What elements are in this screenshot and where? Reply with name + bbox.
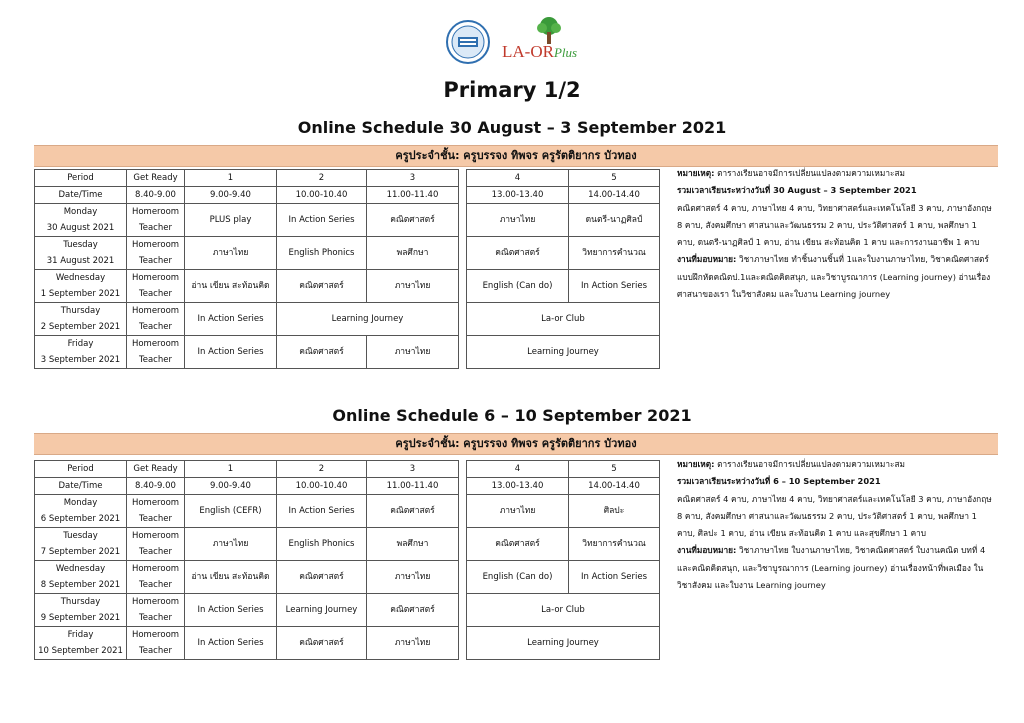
lunch-gap	[459, 461, 467, 478]
class-cell: พลศึกษา	[367, 528, 459, 561]
table-row	[35, 270, 660, 303]
table-row	[35, 594, 660, 627]
class-cell: English (Can do)	[467, 270, 569, 303]
datetime-header: Date/Time	[35, 187, 127, 204]
get-ready-cell: Homeroom Teacher	[127, 336, 185, 369]
class-cell: คณิตศาสตร์	[467, 528, 569, 561]
table-row	[35, 528, 660, 561]
lunch-gap	[459, 170, 467, 187]
get-ready-cell: Homeroom Teacher	[127, 204, 185, 237]
class-cell: คณิตศาสตร์	[277, 336, 367, 369]
class-cell: English Phonics	[277, 528, 367, 561]
remark-text: ตารางเรียนอาจมีการเปลี่ยนแปลงตามความเหมาะสม	[714, 459, 906, 469]
week2-heading: Online Schedule 6 – 10 September 2021	[332, 406, 692, 425]
class-cell: PLUS play	[185, 204, 277, 237]
class-cell: English (Can do)	[467, 561, 569, 594]
week1-schedule-table	[34, 169, 660, 369]
total-text: คณิตศาสตร์ 4 คาบ, ภาษาไทย 4 คาบ, วิทยาศาสตร์และเทคโนโลยี 3 คาบ, ภาษาอังกฤษ 8 คาบ, สังคมศึกษา ศาสนาและวัฒนธรรม 2 คาบ, ประวัติศาสตร์ 1 คาบ, พลศึกษา 1 คาบ, ศิลปะ 1 คาบ, อ่าน เขียน สะท้อนคิด 1 คาบ และสุขศึกษา 1 คาบ	[677, 493, 992, 539]
total-label: รวมเวลาเรียนระหว่างวันที่ 30 August – 3 September 2021	[677, 185, 917, 196]
class-cell: คณิตศาสตร์	[467, 237, 569, 270]
class-cell: In Action Series	[185, 303, 277, 336]
remark-label: หมายเหตุ:	[677, 168, 715, 178]
assign-label: งานที่มอบหมาย:	[677, 254, 737, 265]
time-4: 13.00-13.40	[467, 478, 569, 495]
get-ready-cell: Homeroom Teacher	[127, 528, 185, 561]
lunch-gap	[459, 237, 467, 270]
class-cell: In Action Series	[185, 627, 277, 660]
get-ready-cell: Homeroom Teacher	[127, 495, 185, 528]
class-cell: ภาษาไทย	[367, 336, 459, 369]
datetime-header: Date/Time	[35, 478, 127, 495]
class-cell: คณิตศาสตร์	[277, 270, 367, 303]
table-row	[35, 495, 660, 528]
time-1: 9.00-9.40	[185, 478, 277, 495]
page-title: Primary 1/2	[443, 78, 581, 102]
day-cell: Friday 10 September 2021	[35, 627, 127, 660]
period-4-header: 4	[467, 170, 569, 187]
school-seal-logo	[446, 20, 490, 64]
lunch-gap	[459, 270, 467, 303]
period-5-header: 5	[569, 170, 660, 187]
class-cell: In Action Series	[277, 204, 367, 237]
class-cell: ภาษาไทย	[185, 237, 277, 270]
period-header: Period	[35, 461, 127, 478]
time-ready: 8.40-9.00	[127, 187, 185, 204]
period-1-header: 1	[185, 170, 277, 187]
day-cell: Monday 6 September 2021	[35, 495, 127, 528]
get-ready-cell: Homeroom Teacher	[127, 561, 185, 594]
la-or-plus-logo	[498, 16, 598, 70]
assign-text: วิชาภาษาไทย ทำชิ้นงานชิ้นที่ 1และใบงานภาษาไทย, วิชาคณิตศาสตร์ แบบฝึกหัดคณิตป.1และคณิตคิดสนุก, และวิชาบูรณาการ (Learning journey) อ่านเรื่องศาสนาของเรา ในวิชาสังคม และใบงาน Learning journey	[677, 254, 991, 300]
day-cell: Wednesday 8 September 2021	[35, 561, 127, 594]
class-cell: คณิตศาสตร์	[277, 561, 367, 594]
class-cell: วิทยาการคำนวณ	[569, 528, 660, 561]
table-time-row	[35, 187, 660, 204]
class-cell: คณิตศาสตร์	[367, 594, 459, 627]
class-cell: ดนตรี-นาฏศิลป์	[569, 204, 660, 237]
class-cell: วิทยาการคำนวณ	[569, 237, 660, 270]
table-row	[35, 303, 660, 336]
get-ready-cell: Homeroom Teacher	[127, 594, 185, 627]
week2-notes	[677, 456, 995, 594]
class-cell: ภาษาไทย	[367, 270, 459, 303]
get-ready-header: Get Ready	[127, 461, 185, 478]
table-row	[35, 237, 660, 270]
day-cell: Thursday 2 September 2021	[35, 303, 127, 336]
remark-label: หมายเหตุ:	[677, 459, 715, 469]
get-ready-cell: Homeroom Teacher	[127, 627, 185, 660]
week1-notes	[677, 165, 995, 303]
week1-teacher-bar: ครูประจำชั้น: ครูบรรจง ทิพจร ครูรัตติยากร บัวทอง	[34, 145, 998, 167]
get-ready-header: Get Ready	[127, 170, 185, 187]
period-5-header: 5	[569, 461, 660, 478]
table-time-row	[35, 478, 660, 495]
total-label: รวมเวลาเรียนระหว่างวันที่ 6 – 10 September 2021	[677, 476, 881, 487]
get-ready-cell: Homeroom Teacher	[127, 270, 185, 303]
table-row	[35, 204, 660, 237]
class-cell: English Phonics	[277, 237, 367, 270]
time-1: 9.00-9.40	[185, 187, 277, 204]
period-2-header: 2	[277, 461, 367, 478]
class-cell: Learning Journey	[277, 594, 367, 627]
class-cell: ภาษาไทย	[367, 561, 459, 594]
class-cell: อ่าน เขียน สะท้อนคิด	[185, 270, 277, 303]
class-cell: In Action Series	[569, 270, 660, 303]
day-cell: Monday 30 August 2021	[35, 204, 127, 237]
get-ready-cell: Homeroom Teacher	[127, 237, 185, 270]
class-cell: In Action Series	[569, 561, 660, 594]
time-3: 11.00-11.40	[367, 478, 459, 495]
assign-text: วิชาภาษาไทย ใบงานภาษาไทย, วิชาคณิตศาสตร์ ใบงานคณิต บทที่ 4 และคณิตคิดสนุก, และวิชาบูรณาการ (Learning journey) อ่านเรื่องหน้าที่พลเมือง ในวิชาสังคม และใบงาน Learning journey	[677, 545, 986, 591]
week2-schedule-table	[34, 460, 660, 660]
brand-plus: Plus	[553, 45, 578, 60]
class-cell: ภาษาไทย	[467, 495, 569, 528]
table-row	[35, 336, 660, 369]
remark-text: ตารางเรียนอาจมีการเปลี่ยนแปลงตามความเหมาะสม	[714, 168, 906, 178]
class-cell: ศิลปะ	[569, 495, 660, 528]
time-ready: 8.40-9.00	[127, 478, 185, 495]
table-header-row	[35, 170, 660, 187]
class-cell: In Action Series	[185, 336, 277, 369]
time-3: 11.00-11.40	[367, 187, 459, 204]
logo-area	[0, 14, 1024, 74]
class-cell-merged: La-or Club	[467, 594, 660, 627]
time-2: 10.00-10.40	[277, 187, 367, 204]
class-cell-merged: Learning Journey	[277, 303, 459, 336]
time-5: 14.00-14.40	[569, 478, 660, 495]
class-cell: คณิตศาสตร์	[367, 204, 459, 237]
table-header-row	[35, 461, 660, 478]
total-text: คณิตศาสตร์ 4 คาบ, ภาษาไทย 4 คาบ, วิทยาศาสตร์และเทคโนโลยี 3 คาบ, ภาษาอังกฤษ 8 คาบ, สังคมศึกษา ศาสนาและวัฒนธรรม 2 คาบ, ประวัติศาสตร์ 1 คาบ, พลศึกษา 1 คาบ, ดนตรี-นาฏศิลป์ 1 คาบ, อ่าน เขียน สะท้อนคิด 1 คาบ และการงานอาชีพ 1 คาบ	[677, 202, 992, 248]
get-ready-cell: Homeroom Teacher	[127, 303, 185, 336]
lunch-gap	[459, 495, 467, 528]
lunch-gap	[459, 594, 467, 627]
lunch-gap	[459, 303, 467, 336]
brand-name: LA-OR	[502, 42, 554, 61]
tree-icon	[534, 16, 564, 44]
class-cell-merged: Learning Journey	[467, 336, 660, 369]
day-cell: Wednesday 1 September 2021	[35, 270, 127, 303]
time-4: 13.00-13.40	[467, 187, 569, 204]
lunch-gap	[459, 627, 467, 660]
class-cell: อ่าน เขียน สะท้อนคิด	[185, 561, 277, 594]
day-cell: Friday 3 September 2021	[35, 336, 127, 369]
class-cell-merged: Learning Journey	[467, 627, 660, 660]
class-cell: ภาษาไทย	[185, 528, 277, 561]
class-cell: คณิตศาสตร์	[277, 627, 367, 660]
class-cell-merged: La-or Club	[467, 303, 660, 336]
day-cell: Tuesday 31 August 2021	[35, 237, 127, 270]
lunch-gap	[459, 336, 467, 369]
class-cell: คณิตศาสตร์	[367, 495, 459, 528]
class-cell: In Action Series	[277, 495, 367, 528]
assign-label: งานที่มอบหมาย:	[677, 545, 737, 556]
period-4-header: 4	[467, 461, 569, 478]
week2-teacher-bar: ครูประจำชั้น: ครูบรรจง ทิพจร ครูรัตติยากร บัวทอง	[34, 433, 998, 455]
week1-heading: Online Schedule 30 August – 3 September 2021	[297, 118, 727, 137]
lunch-gap	[459, 204, 467, 237]
class-cell: In Action Series	[185, 594, 277, 627]
lunch-gap	[459, 561, 467, 594]
period-3-header: 3	[367, 170, 459, 187]
lunch-gap	[459, 528, 467, 561]
table-row	[35, 561, 660, 594]
table-row	[35, 627, 660, 660]
lunch-gap	[459, 187, 467, 204]
class-cell: ภาษาไทย	[367, 627, 459, 660]
class-cell: พลศึกษา	[367, 237, 459, 270]
period-header: Period	[35, 170, 127, 187]
time-5: 14.00-14.40	[569, 187, 660, 204]
day-cell: Thursday 9 September 2021	[35, 594, 127, 627]
class-cell: English (CEFR)	[185, 495, 277, 528]
day-cell: Tuesday 7 September 2021	[35, 528, 127, 561]
lunch-gap	[459, 478, 467, 495]
period-1-header: 1	[185, 461, 277, 478]
class-cell: ภาษาไทย	[467, 204, 569, 237]
period-2-header: 2	[277, 170, 367, 187]
time-2: 10.00-10.40	[277, 478, 367, 495]
period-3-header: 3	[367, 461, 459, 478]
